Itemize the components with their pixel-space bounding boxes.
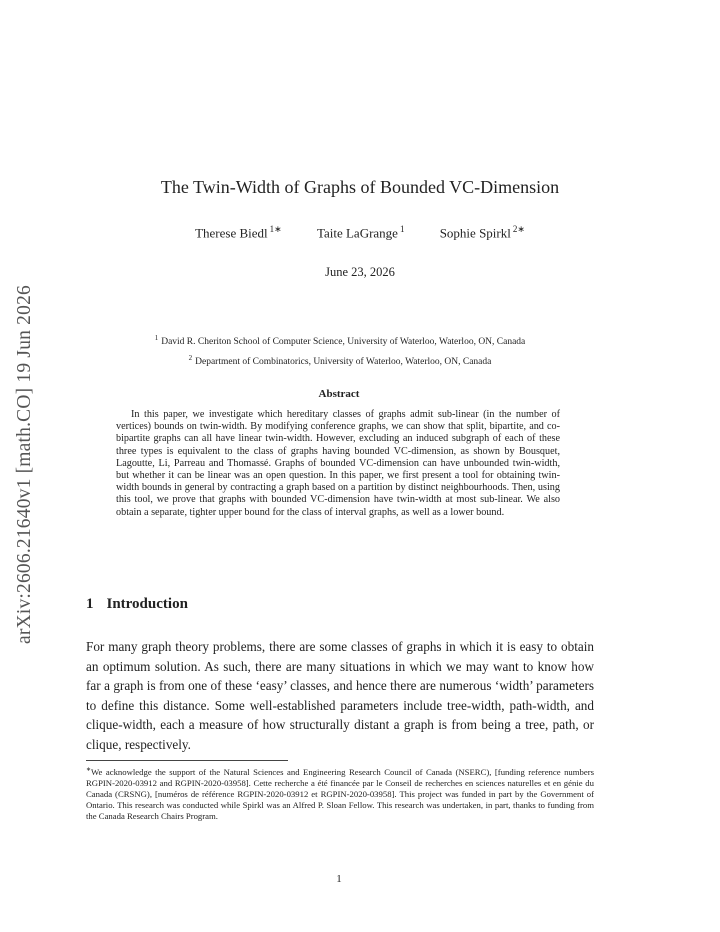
affiliation-mark: 2 xyxy=(188,354,193,362)
author-name: Therese Biedl xyxy=(195,225,268,241)
arxiv-identifier: arXiv:2606.21640v1 [math.CO] 19 Jun 2026 xyxy=(14,285,35,645)
footnote-text: We acknowledge the support of the Natural Sciences and Engineering Research Council of Canada (NSERC), [funding reference numbers RGPIN-2020-03912 and RGPIN-2020-03958]. Cette recherche a été financée par le Conseil de recherches en sciences naturelles et en génie du Canada (CRSNG), [numéros de référence RGPIN-2020-03912 et RGPIN-2020-03958]. This project was funded in part by the Government of Ontario. This research was conducted while Spirkl was an Alfred P. Sloan Fellow. This research was undertaken, in part, thanks to funding from the Canada Research Chairs Program. xyxy=(86,766,594,822)
author-marks: 2∗ xyxy=(512,224,525,234)
author-name: Sophie Spirkl xyxy=(439,225,511,241)
section-title: Introduction xyxy=(106,596,188,612)
author-lagrange xyxy=(317,224,405,241)
footnote-mark: ∗ xyxy=(86,767,92,773)
footnote-divider xyxy=(86,760,288,761)
abstract-text: In this paper, we investigate which hereditary classes of graphs admit sub-linear (in the number of vertices) bounds on twin-width. By modifying conference graphs, we can show that split, bipartite, and co-bipartite graphs can all have linear twin-width. However, excluding an induced subgraph of each of these three types is equivalent to the class of graphs having bounded VC-dimension, as shown by Bousquet, Lagoutte, Li, Parreau and Thomassé. Graphs of bounded VC-dimension can have unbounded twin-width, but whether it can be linear was an open question. In this paper, we first present a tool for obtaining twin-width bounds in general by contracting a graph based on a partition by distinct neighbourhoods. Then, using this tool, we prove that graphs with bounded VC-dimension have twin-width at most sub-linear. We also obtain a separate, tighter upper bound for the class of interval graphs, as well as a lower bound. xyxy=(116,409,560,518)
author-list xyxy=(0,224,720,241)
footnote xyxy=(86,765,594,822)
author-name: Taite LaGrange xyxy=(316,225,398,241)
paper-title: The Twin-Width of Graphs of Bounded VC-Dimension xyxy=(160,177,560,197)
page-number: 1 xyxy=(336,873,342,885)
section-number: 1 xyxy=(86,596,94,612)
author-biedl xyxy=(195,224,282,241)
paper-date: June 23, 2026 xyxy=(325,265,395,279)
author-marks: 1 xyxy=(399,224,405,234)
affiliation-1 xyxy=(0,334,680,347)
affiliation-text: David R. Cheriton School of Computer Science, University of Waterloo, Waterloo, ON, Canada xyxy=(161,337,526,348)
abstract-heading: Abstract xyxy=(318,388,360,400)
section-heading xyxy=(86,596,188,613)
intro-paragraph: For many graph theory problems, there are some classes of graphs in which it is easy to obtain an optimum solution. As such, there are many situations in which we may want to know how far a graph is from one of these ‘easy’ classes, and hence there are numerous ‘width’ parameters to define this distance. Some well-established parameters include tree-width, path-width, and clique-width, each a measure of how structurally distant a graph is from being a tree, path, or clique, respectively. xyxy=(86,639,594,752)
author-marks: 1∗ xyxy=(269,224,282,234)
affiliation-2 xyxy=(0,354,680,367)
affiliation-mark: 1 xyxy=(154,334,159,342)
author-spirkl xyxy=(440,224,525,241)
affiliation-text: Department of Combinatorics, University of Waterloo, Waterloo, ON, Canada xyxy=(195,357,492,368)
